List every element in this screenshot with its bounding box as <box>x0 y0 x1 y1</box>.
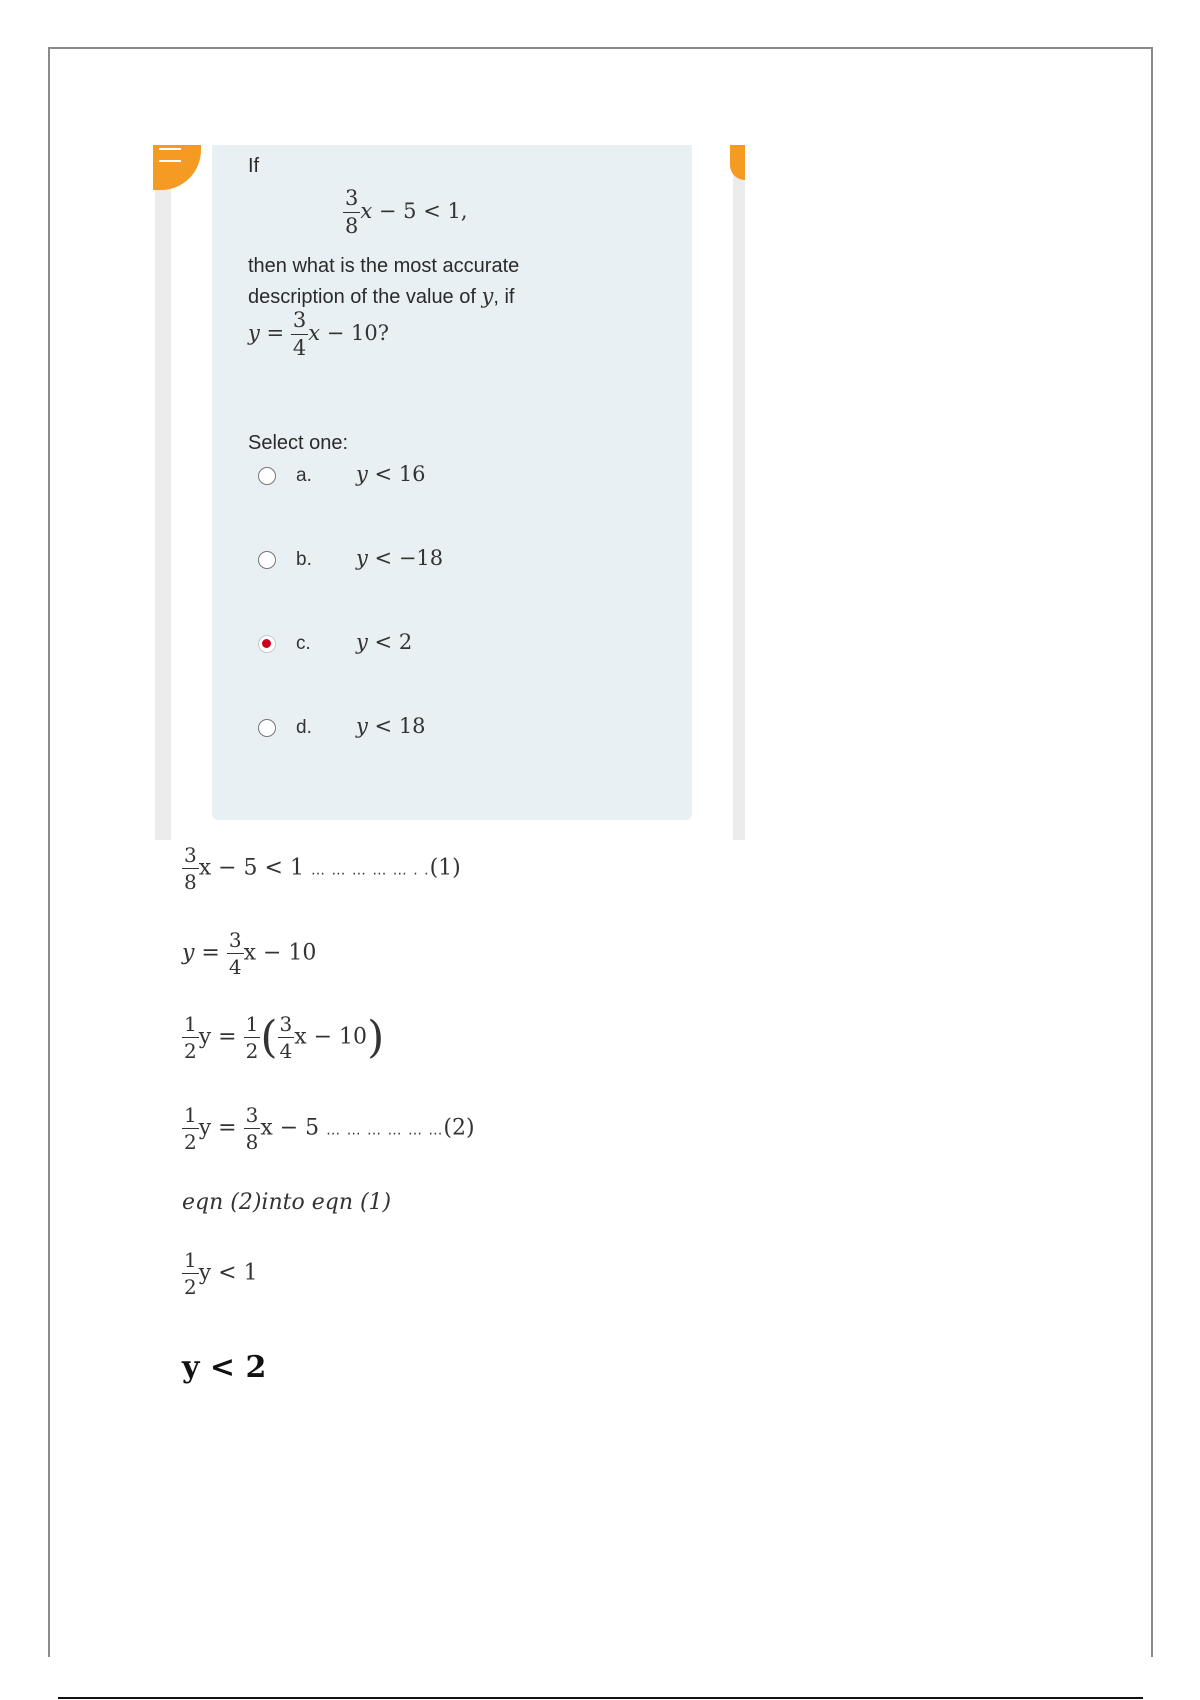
final-answer: y < 2 <box>182 1350 267 1385</box>
math-variable: x <box>360 199 373 223</box>
equation-mid: y = <box>198 1024 244 1050</box>
prompt-prefix: description of the value of <box>248 286 482 308</box>
radio-c-selected[interactable] <box>258 635 276 653</box>
solution-line-4 <box>182 1105 475 1152</box>
quiz-screenshot <box>155 145 745 840</box>
frac-numerator: 3 <box>279 1012 293 1036</box>
bottom-rule <box>58 1697 1143 1699</box>
solution-line-5: eqn (2)into eqn (1) <box>182 1190 392 1215</box>
right-paren: ) <box>367 1012 385 1063</box>
question-if-label: If <box>248 155 260 177</box>
frac-denominator: 2 <box>184 1130 197 1154</box>
prompt-line-2 <box>248 284 514 309</box>
equation-inner: x − 10 <box>294 1024 368 1050</box>
equation-tag: (2) <box>443 1115 475 1141</box>
frac-numerator: 3 <box>291 310 308 335</box>
prompt-suffix: , if <box>493 286 515 308</box>
condition-equation <box>343 188 468 237</box>
frac-denominator: 8 <box>184 870 197 894</box>
equation-text: x − 5 < 1 <box>198 855 304 881</box>
radio-b[interactable] <box>258 551 276 569</box>
expr-eq: = <box>259 321 291 345</box>
equation-text: y < 1 <box>198 1260 258 1286</box>
frac-denominator: 2 <box>184 1039 197 1063</box>
frac-numerator: 3 <box>184 843 197 867</box>
option-math <box>356 546 443 570</box>
option-letter: c. <box>296 633 311 654</box>
frac-denominator: 4 <box>228 955 242 979</box>
y-expression <box>248 310 389 359</box>
frac-numerator: 3 <box>245 1103 259 1127</box>
frac-denominator: 4 <box>279 1039 293 1063</box>
left-gutter <box>155 145 171 840</box>
prompt-variable: y <box>481 284 494 308</box>
condition-rest: − 5 < 1, <box>372 199 468 223</box>
option-letter: d. <box>296 717 312 738</box>
solution-line-3 <box>182 1012 384 1063</box>
radio-d[interactable] <box>258 719 276 737</box>
option-letter: a. <box>296 465 312 486</box>
leader-dots: … … … … … … <box>326 1122 444 1139</box>
orange-flag-icon <box>153 145 201 190</box>
frac-denominator: 8 <box>245 1130 259 1154</box>
option-c[interactable] <box>258 629 558 663</box>
frac-numerator: 1 <box>184 1012 197 1036</box>
expr-rest: − 10? <box>320 321 389 345</box>
option-rel: < 18 <box>367 714 426 738</box>
frac-denominator: 2 <box>245 1039 259 1063</box>
frac-denominator: 2 <box>184 1275 197 1299</box>
frac-numerator: 1 <box>184 1103 197 1127</box>
frac-numerator: 1 <box>184 1248 197 1272</box>
solution-line-1 <box>182 845 461 892</box>
frac-numerator: 3 <box>343 188 360 213</box>
option-math <box>356 630 412 654</box>
option-rel: < −18 <box>367 546 444 570</box>
solution-line-2 <box>182 930 316 977</box>
option-var: y <box>356 462 368 486</box>
equation-tag: (1) <box>429 855 461 881</box>
option-math <box>356 462 426 486</box>
option-math <box>356 714 426 738</box>
right-gutter <box>733 145 745 840</box>
radio-a[interactable] <box>258 467 276 485</box>
math-variable: x <box>308 321 321 345</box>
solution-line-6 <box>182 1250 258 1297</box>
frac-numerator: 1 <box>245 1012 259 1036</box>
left-paren: ( <box>260 1012 278 1063</box>
prompt-line-1: then what is the most accurate <box>248 255 520 277</box>
equation-mid: y = <box>198 1115 244 1141</box>
option-var: y <box>356 630 368 654</box>
leader-dots: … … … … … . . <box>310 862 430 879</box>
question-panel <box>212 145 692 820</box>
option-rel: < 2 <box>367 630 413 654</box>
option-b[interactable] <box>258 545 558 579</box>
frac-denominator: 4 <box>292 336 307 360</box>
option-a[interactable] <box>258 461 558 495</box>
equation-lhs: y = <box>182 940 227 966</box>
equation-text: x − 10 <box>243 940 317 966</box>
option-d[interactable] <box>258 713 558 747</box>
option-var: y <box>356 546 368 570</box>
frac-numerator: 3 <box>228 928 242 952</box>
expr-lhs: y <box>248 321 260 345</box>
equation-text: x − 5 <box>260 1115 320 1141</box>
select-one-label: Select one: <box>248 432 349 454</box>
option-letter: b. <box>296 549 312 570</box>
frac-denominator: 8 <box>345 214 359 238</box>
option-rel: < 16 <box>367 462 426 486</box>
option-var: y <box>356 714 368 738</box>
